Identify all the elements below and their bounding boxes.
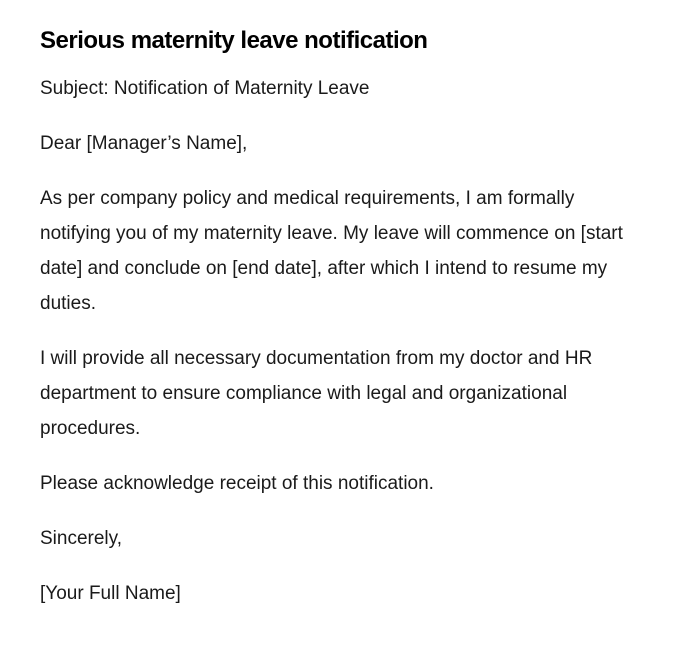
- letter-closing: Sincerely,: [40, 528, 123, 549]
- letter-signature: [Your Full Name]: [40, 583, 181, 604]
- letter-paragraph-documentation: I will provide all necessary documentation from my doctor and HR department to ensure compliance with legal and organizational procedures.: [40, 348, 593, 439]
- letter-salutation: Dear [Manager’s Name],: [40, 133, 248, 154]
- page-title: Serious maternity leave notification: [40, 27, 428, 54]
- letter-paragraph-acknowledge: Please acknowledge receipt of this notification.: [40, 473, 434, 494]
- letter-paragraph-intro: As per company policy and medical requirements, I am formally notifying you of my maternity leave. My leave will commence on [start date] and conclude on [end date], after which I intend to resume my duties.: [40, 188, 623, 314]
- letter-subject: Subject: Notification of Maternity Leave: [40, 78, 370, 99]
- letter-document: [40, 26, 650, 611]
